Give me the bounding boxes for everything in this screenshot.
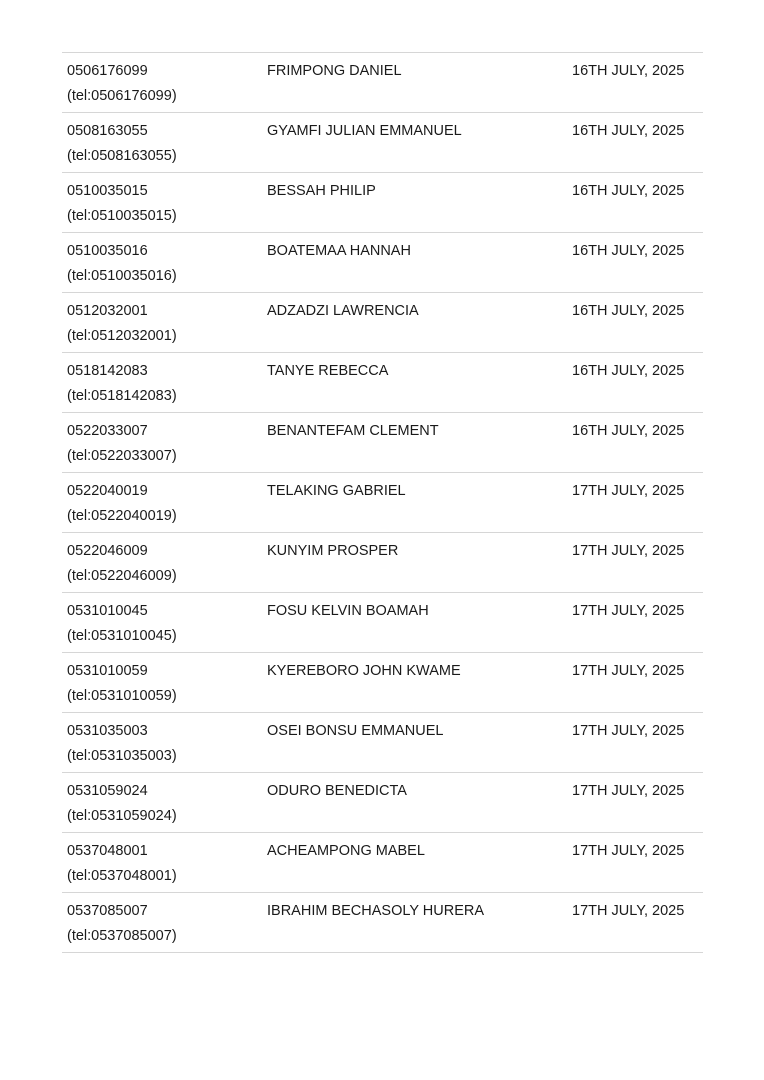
record-name: ADZADZI LAWRENCIA xyxy=(267,303,419,319)
record-name: FOSU KELVIN BOAMAH xyxy=(267,603,429,619)
record-date: 16TH JULY, 2025 xyxy=(572,63,685,79)
record-name: BOATEMAA HANNAH xyxy=(267,243,411,259)
record-tel-link[interactable]: (tel:0506176099) xyxy=(67,88,177,104)
record-date: 16TH JULY, 2025 xyxy=(572,123,685,139)
record-id: 0531035003 xyxy=(67,723,148,739)
record-id: 0537085007 xyxy=(67,903,148,919)
table-row xyxy=(62,653,703,713)
table-row xyxy=(62,473,703,533)
record-id: 0531010059 xyxy=(67,663,148,679)
table-row xyxy=(62,353,703,413)
record-name: IBRAHIM BECHASOLY HURERA xyxy=(267,903,485,919)
record-tel-link[interactable]: (tel:0518142083) xyxy=(67,388,177,404)
table-row xyxy=(62,53,703,113)
record-date: 16TH JULY, 2025 xyxy=(572,183,685,199)
record-date: 17TH JULY, 2025 xyxy=(572,843,685,859)
record-date: 17TH JULY, 2025 xyxy=(572,663,685,679)
record-tel-link[interactable]: (tel:0537048001) xyxy=(67,868,177,884)
table-row xyxy=(62,593,703,653)
record-name: KUNYIM PROSPER xyxy=(267,543,399,559)
record-name: BESSAH PHILIP xyxy=(267,183,376,199)
record-date: 17TH JULY, 2025 xyxy=(572,903,685,919)
table-row xyxy=(62,293,703,353)
record-date: 16TH JULY, 2025 xyxy=(572,243,685,259)
records-table xyxy=(62,52,703,953)
record-tel-link[interactable]: (tel:0531059024) xyxy=(67,808,177,824)
record-tel-link[interactable]: (tel:0522046009) xyxy=(67,568,177,584)
record-tel-link[interactable]: (tel:0531010059) xyxy=(67,688,177,704)
record-date: 16TH JULY, 2025 xyxy=(572,363,685,379)
record-name: BENANTEFAM CLEMENT xyxy=(267,423,439,439)
record-name: TELAKING GABRIEL xyxy=(267,483,406,499)
table-row xyxy=(62,713,703,773)
record-tel-link[interactable]: (tel:0510035015) xyxy=(67,208,177,224)
record-name: ODURO BENEDICTA xyxy=(267,783,407,799)
record-name: OSEI BONSU EMMANUEL xyxy=(267,723,444,739)
record-tel-link[interactable]: (tel:0537085007) xyxy=(67,928,177,944)
record-id: 0531010045 xyxy=(67,603,148,619)
record-date: 17TH JULY, 2025 xyxy=(572,603,685,619)
table-row xyxy=(62,173,703,233)
record-name: GYAMFI JULIAN EMMANUEL xyxy=(267,123,462,139)
table-row xyxy=(62,113,703,173)
table-row xyxy=(62,773,703,833)
record-id: 0522040019 xyxy=(67,483,148,499)
table-row xyxy=(62,533,703,593)
table-row xyxy=(62,233,703,293)
record-date: 16TH JULY, 2025 xyxy=(572,423,685,439)
table-row xyxy=(62,413,703,473)
record-id: 0518142083 xyxy=(67,363,148,379)
record-date: 17TH JULY, 2025 xyxy=(572,783,685,799)
record-tel-link[interactable]: (tel:0531010045) xyxy=(67,628,177,644)
record-tel-link[interactable]: (tel:0508163055) xyxy=(67,148,177,164)
record-tel-link[interactable]: (tel:0512032001) xyxy=(67,328,177,344)
record-id: 0508163055 xyxy=(67,123,148,139)
record-id: 0531059024 xyxy=(67,783,148,799)
table-row xyxy=(62,893,703,953)
record-tel-link[interactable]: (tel:0522033007) xyxy=(67,448,177,464)
record-id: 0506176099 xyxy=(67,63,148,79)
record-id: 0537048001 xyxy=(67,843,148,859)
record-date: 17TH JULY, 2025 xyxy=(572,483,685,499)
record-tel-link[interactable]: (tel:0522040019) xyxy=(67,508,177,524)
record-id: 0510035015 xyxy=(67,183,148,199)
record-date: 16TH JULY, 2025 xyxy=(572,303,685,319)
table-row xyxy=(62,833,703,893)
record-id: 0510035016 xyxy=(67,243,148,259)
record-id: 0512032001 xyxy=(67,303,148,319)
record-date: 17TH JULY, 2025 xyxy=(572,723,685,739)
record-id: 0522046009 xyxy=(67,543,148,559)
record-id: 0522033007 xyxy=(67,423,148,439)
record-name: FRIMPONG DANIEL xyxy=(267,63,402,79)
record-name: ACHEAMPONG MABEL xyxy=(267,843,425,859)
record-date: 17TH JULY, 2025 xyxy=(572,543,685,559)
record-name: TANYE REBECCA xyxy=(267,363,389,379)
record-tel-link[interactable]: (tel:0510035016) xyxy=(67,268,177,284)
record-name: KYEREBORO JOHN KWAME xyxy=(267,663,461,679)
record-tel-link[interactable]: (tel:0531035003) xyxy=(67,748,177,764)
